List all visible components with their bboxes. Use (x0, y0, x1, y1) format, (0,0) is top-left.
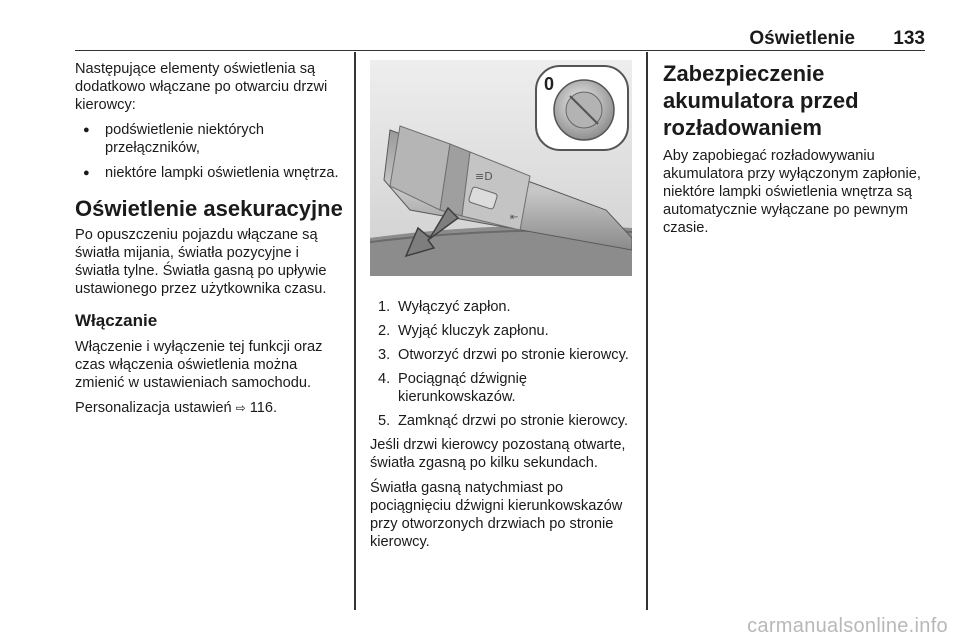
column-right (663, 60, 925, 244)
step-item: 3. Otworzyć drzwi po stronie kierowcy. (378, 347, 629, 363)
reference-page[interactable]: 116. (249, 400, 278, 416)
step-item: 2. Wyjąć kluczyk zapłonu. (378, 323, 549, 339)
step-list (370, 298, 632, 430)
page-number: 133 (893, 28, 925, 49)
column-left (75, 60, 347, 424)
svg-text:≡D: ≡D (475, 170, 493, 183)
ignition-position-label: 0 (544, 74, 555, 94)
page-header (75, 28, 925, 51)
section-heading-escort-lighting: Oświetlenie asekuracyjne (75, 196, 343, 221)
bullet-item: ● podświetlenie niektórych przełączników, (75, 121, 347, 157)
step-item: 5. Zamknąć drzwi po stronie kierowcy. (378, 413, 629, 429)
column-divider-right (646, 52, 648, 610)
intro-paragraph: Następujące elementy oświetlenia są dodatkowo włączane po otwarciu drzwi kierowcy: (75, 61, 328, 113)
column-middle (370, 60, 632, 558)
bullet-item: ● niektóre lampki oświetlenia wnętrza. (75, 164, 347, 182)
door-open-paragraph: Jeśli drzwi kierowcy pozostaną otwarte, światła zgasną po kilku sekundach. (370, 437, 626, 471)
page-reference-arrow-icon: ⇨ (235, 401, 246, 415)
watermark: carmanualsonline.info (747, 615, 948, 637)
step-item: 1. Wyłączyć zapłon. (378, 299, 511, 315)
step-item: 4. Pociągnąć dźwignię kierunkowskazów. (378, 371, 527, 405)
battery-protection-paragraph: Aby zapobiegać rozładowywaniu akumulatora przy wyłączonym zapłonie, niektóre lampki oświetlenia wnętrza są automatycznie wyłączane po pewnym czasie. (663, 148, 921, 236)
column-divider-left (354, 52, 356, 610)
subheading-activation: Włączanie (75, 311, 158, 330)
escort-lighting-paragraph: Po opuszczeniu pojazdu włączane są światła mijania, światła pozycyjne i światła tylne. Światła gasną po upływie ustawionego przez użytkownika czasu. (75, 227, 327, 297)
section-title: Oświetlenie (749, 28, 855, 49)
immediate-off-paragraph: Światła gasną natychmiast po pociągnięciu dźwigni kierunkowskazów przy otworzonych drzwiach po stronie kierowcy. (370, 480, 623, 550)
reference-text: Personalizacja ustawień (75, 400, 232, 416)
light-switch-stalk-illustration-icon (370, 60, 632, 276)
svg-text:⇤: ⇤ (510, 212, 519, 223)
activation-paragraph: Włączenie i wyłączenie tej funkcji oraz czas włączenia oświetlenia można zmienić w ustawieniach samochodu. (75, 339, 323, 391)
bullet-list (75, 121, 347, 182)
personalization-reference (75, 399, 347, 417)
light-switch-figure (370, 60, 632, 276)
section-heading-battery-protection: Zabezpieczenie akumulatora przed rozładowaniem (663, 61, 859, 140)
